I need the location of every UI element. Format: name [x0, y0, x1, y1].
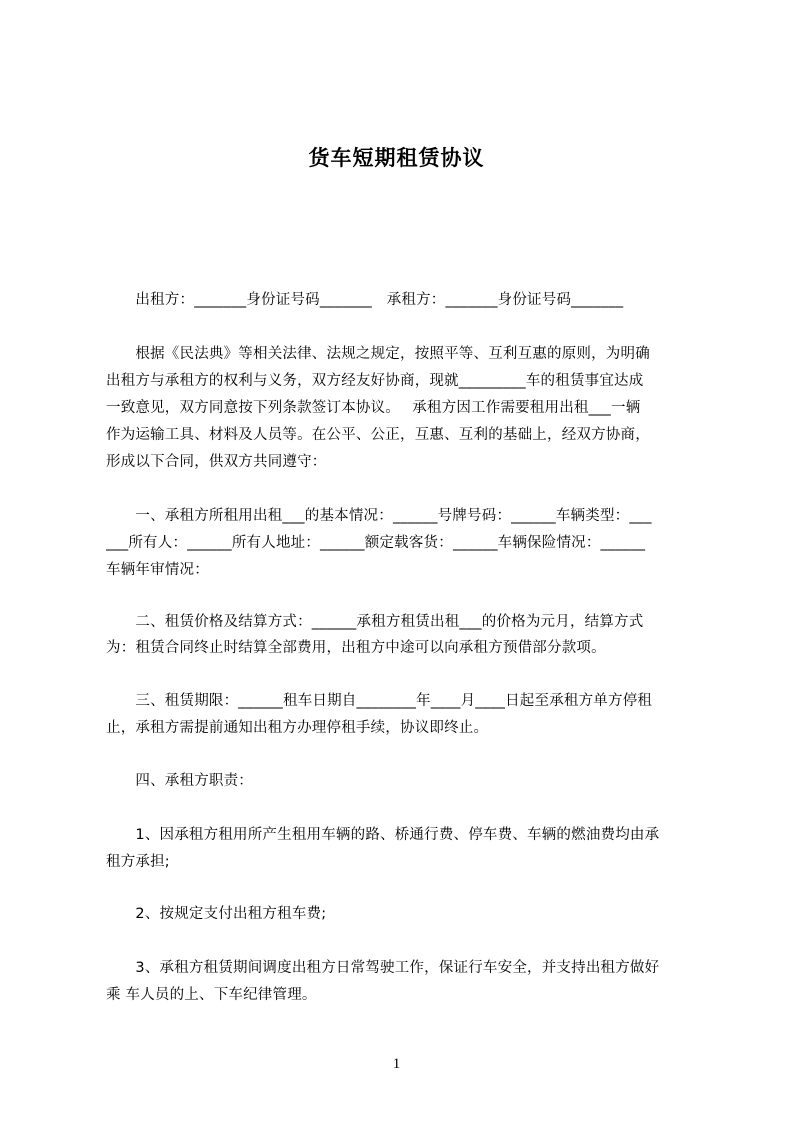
clause-3-line-2: 止，承租方需提前通知出租方办理停租手续，协议即终止。	[106, 720, 489, 736]
duty-1-line-2: 租方承担;	[106, 854, 170, 870]
clause-1-line-3: 车辆年审情况：	[106, 562, 209, 578]
preamble-line-5: 形成以下合同，供双方共同遵守：	[106, 454, 327, 470]
preamble-line-2: 出租方与承租方的权利与义务，双方经友好协商，现就_________车的租赁事宜达成	[106, 373, 644, 389]
parties-line: 出租方：_______身份证号码_______ 承租方：_______身份证号码_______	[106, 292, 624, 308]
preamble-line-3: 一致意见，双方同意按下列条款签订本协议。 承租方因工作需要租用出租___一辆	[106, 400, 641, 416]
clause-2-line-1: 二、租赁价格及结算方式：______承租方租赁出租___的价格为元月，结算方式	[106, 614, 644, 630]
duty-3-line-1: 3、承租方租赁期间调度出租方日常驾驶工作，保证行车安全，并支持出租方做好	[106, 960, 660, 976]
duty-3-line-2: 乘 车人员的上、下车纪律管理。	[106, 987, 317, 1003]
clause-1-line-1: 一、承租方所租用出租___的基本情况：______号牌号码：______车辆类型：___	[106, 508, 652, 524]
preamble-line-1: 根据《民法典》等相关法律、法规之规定，按照平等、互利互惠的原则，为明确	[106, 346, 650, 362]
document-title: 货车短期租赁协议	[308, 146, 485, 170]
clause-4-heading: 四、承租方职责：	[106, 773, 253, 789]
clause-3-line-1: 三、租赁期限：______租车日期自________年____月____日起至承租方单方停租	[106, 693, 653, 709]
clause-1-line-2: ___所有人：______所有人地址：______额定载客货：______车辆保险情况：______	[106, 535, 646, 551]
clause-2-line-2: 为：租赁合同终止时结算全部费用，出租方中途可以向承租方预借部分款项。	[106, 640, 606, 656]
duty-1-line-1: 1、因承租方租用所产生租用车辆的路、桥通行费、停车费、车辆的燃油费均由承	[106, 827, 660, 843]
preamble-line-4: 作为运输工具、材料及人员等。在公平、公正，互惠、互利的基础上，经双方协商，	[106, 427, 650, 443]
duty-2-line: 2、按规定支付出租方租车费;	[106, 906, 327, 922]
page-number: 1	[392, 1056, 401, 1072]
